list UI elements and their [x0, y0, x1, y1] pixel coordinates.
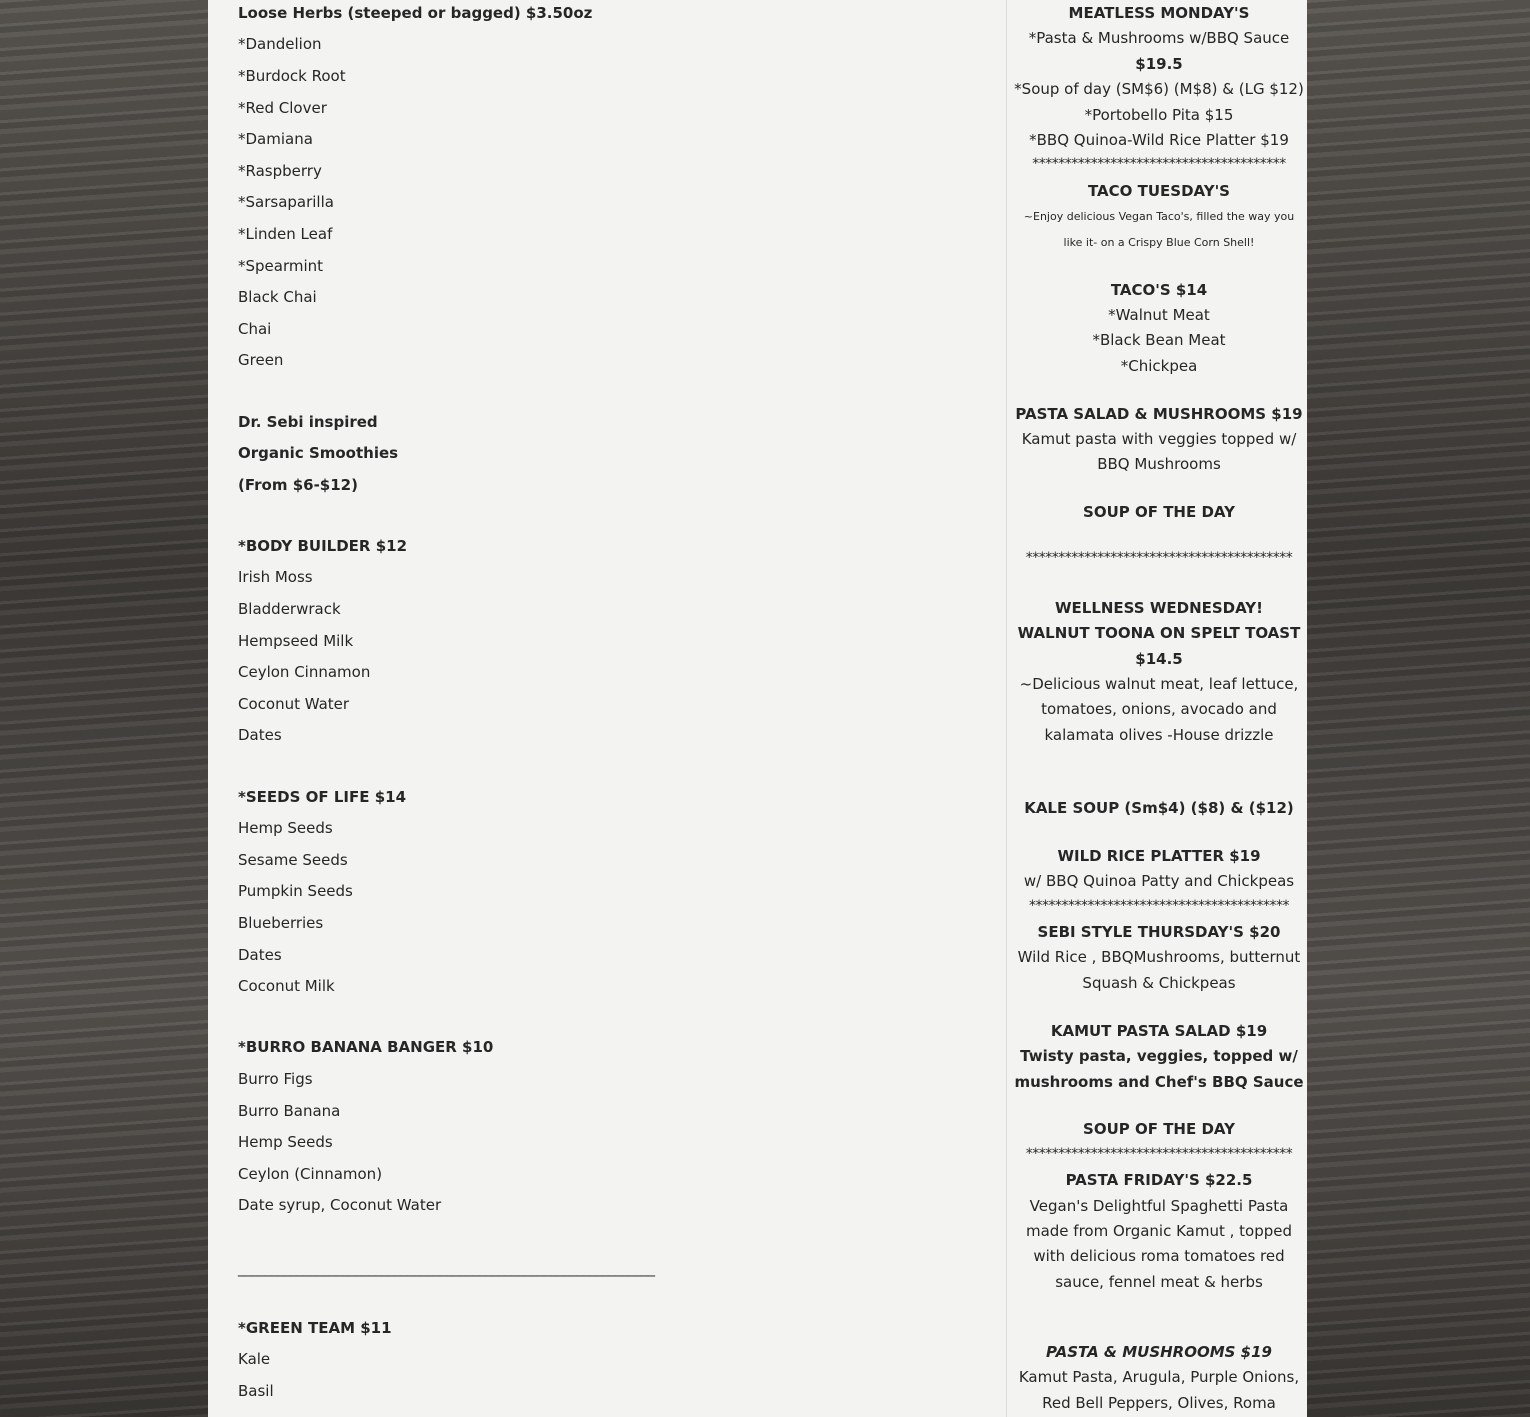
menu-item-line: Ceylon (Cinnamon) [238, 1165, 383, 1183]
special-item-line: *Soup of day (SM$6) (M$8) & (LG $12) [1014, 80, 1304, 98]
menu-item-line: ________________________________________________________________ [238, 1259, 654, 1277]
special-item-line: with delicious roma tomatoes red [1033, 1247, 1285, 1265]
special-item-line: PASTA & MUSHROOMS $19 [1045, 1343, 1272, 1361]
menu-item-line: Black Chai [238, 288, 317, 306]
special-item-line: SOUP OF THE DAY [1083, 503, 1235, 521]
menu-item-line: Ceylon Cinnamon [238, 663, 371, 681]
menu-item-line: Irish Moss [238, 568, 313, 586]
menu-item-line: Organic Smoothies [238, 444, 399, 462]
menu-item-line: *Spearmint [238, 257, 324, 275]
special-item-line: like it- on a Crispy Blue Corn Shell! [1063, 236, 1255, 249]
special-item-line: WELLNESS WEDNESDAY! [1054, 599, 1264, 617]
special-item-line: *Portobello Pita $15 [1084, 106, 1234, 124]
wood-background-left [0, 0, 208, 1417]
special-item-line: WILD RICE PLATTER $19 [1057, 847, 1261, 865]
special-item-line: *Walnut Meat [1108, 306, 1210, 324]
special-item-line: PASTA FRIDAY'S $22.5 [1065, 1171, 1253, 1189]
special-item-line: TACO TUESDAY'S [1087, 182, 1230, 200]
menu-item-line: Chai [238, 320, 272, 338]
menu-item-line: Sesame Seeds [238, 851, 348, 869]
menu-item-line: Dates [238, 726, 282, 744]
special-item-line: KALE SOUP (Sm$4) ($8) & ($12) [1024, 799, 1294, 817]
menu-item-line: Dr. Sebi inspired [238, 413, 378, 431]
menu-item-line: *BODY BUILDER $12 [238, 537, 408, 555]
special-item-line: w/ BBQ Quinoa Patty and Chickpeas [1023, 872, 1295, 890]
column-divider [1006, 0, 1007, 1417]
menu-item-line: *Sarsaparilla [238, 193, 334, 211]
menu-item-line: *Burdock Root [238, 67, 346, 85]
special-item-line: mushrooms and Chef's BBQ Sauce [1014, 1073, 1304, 1091]
menu-item-line: *Dandelion [238, 35, 322, 53]
menu-item-line: Bladderwrack [238, 600, 341, 618]
special-item-line: KAMUT PASTA SALAD $19 [1050, 1022, 1268, 1040]
menu-item-line: Loose Herbs (steeped or bagged) $3.50oz [238, 4, 593, 22]
menu-item-line: *SEEDS OF LIFE $14 [238, 788, 407, 806]
special-item-line: $14.5 [1135, 650, 1183, 668]
menu-item-line: *BURRO BANANA BANGER $10 [238, 1038, 494, 1056]
menu-item-line: Basil [238, 1382, 274, 1400]
special-item-line: made from Organic Kamut , topped [1025, 1222, 1293, 1240]
menu-item-line: Hempseed Milk [238, 632, 354, 650]
special-item-line: *BBQ Quinoa-Wild Rice Platter $19 [1029, 131, 1289, 149]
special-item-line: Kamut pasta with veggies topped w/ [1021, 430, 1297, 448]
special-item-line: *Black Bean Meat [1092, 331, 1226, 349]
special-item-line: Vegan's Delightful Spaghetti Pasta [1029, 1197, 1289, 1215]
special-item-line: WALNUT TOONA ON SPELT TOAST [1017, 624, 1301, 642]
special-item-line: *Chickpea [1120, 357, 1198, 375]
menu-item-line: Date syrup, Coconut Water [238, 1196, 442, 1214]
special-item-line: BBQ Mushrooms [1097, 455, 1221, 473]
menu-item-line: Dates [238, 946, 282, 964]
menu-item-line: Burro Figs [238, 1070, 313, 1088]
menu-item-line: Coconut Water [238, 695, 350, 713]
menu-item-line: Kale [238, 1350, 271, 1368]
special-item-line: *Pasta & Mushrooms w/BBQ Sauce [1028, 29, 1290, 47]
special-item-line: **************************************** [1029, 898, 1289, 914]
menu-item-line: *GREEN TEAM $11 [238, 1319, 392, 1337]
menu-item-line: Pumpkin Seeds [238, 882, 353, 900]
special-item-line: sauce, fennel meat & herbs [1055, 1273, 1263, 1291]
wood-background-right [1307, 0, 1530, 1417]
special-item-line: *************************************** [1032, 156, 1286, 172]
menu-item-line: *Damiana [238, 130, 313, 148]
special-item-line: Red Bell Peppers, Olives, Roma [1042, 1394, 1276, 1412]
special-item-line: SEBI STYLE THURSDAY'S $20 [1037, 923, 1281, 941]
menu-item-line: *Red Clover [238, 99, 327, 117]
special-item-line: Twisty pasta, veggies, topped w/ [1020, 1047, 1298, 1065]
special-item-line: $19.5 [1135, 55, 1183, 73]
special-item-line: tomatoes, onions, avocado and [1041, 700, 1277, 718]
menu-item-line: Hemp Seeds [238, 819, 333, 837]
special-item-line: ~Enjoy delicious Vegan Taco's, filled the way you [1023, 210, 1295, 223]
menu-item-line: Hemp Seeds [238, 1133, 333, 1151]
menu-item-line: Burro Banana [238, 1102, 341, 1120]
menu-item-line: Blueberries [238, 914, 324, 932]
special-item-line: ***************************************** [1025, 1146, 1293, 1162]
special-item-line: ~Delicious walnut meat, leaf lettuce, [1019, 675, 1299, 693]
special-item-line: SOUP OF THE DAY [1083, 1120, 1235, 1138]
menu-item-line: (From $6-$12) [238, 476, 358, 494]
special-item-line: Kamut Pasta, Arugula, Purple Onions, [1018, 1368, 1300, 1386]
special-item-line: Wild Rice , BBQMushrooms, butternut [1017, 948, 1301, 966]
special-item-line: kalamata olives -House drizzle [1044, 726, 1274, 744]
menu-item-line: *Raspberry [238, 162, 322, 180]
menu-item-line: *Linden Leaf [238, 225, 333, 243]
special-item-line: Squash & Chickpeas [1082, 974, 1236, 992]
special-item-line: ***************************************** [1025, 550, 1293, 566]
special-item-line: MEATLESS MONDAY'S [1068, 4, 1250, 22]
menu-item-line: Coconut Milk [238, 977, 335, 995]
special-item-line: TACO'S $14 [1110, 281, 1208, 299]
menu-item-line: Green [238, 351, 284, 369]
special-item-line: PASTA SALAD & MUSHROOMS $19 [1015, 405, 1303, 423]
